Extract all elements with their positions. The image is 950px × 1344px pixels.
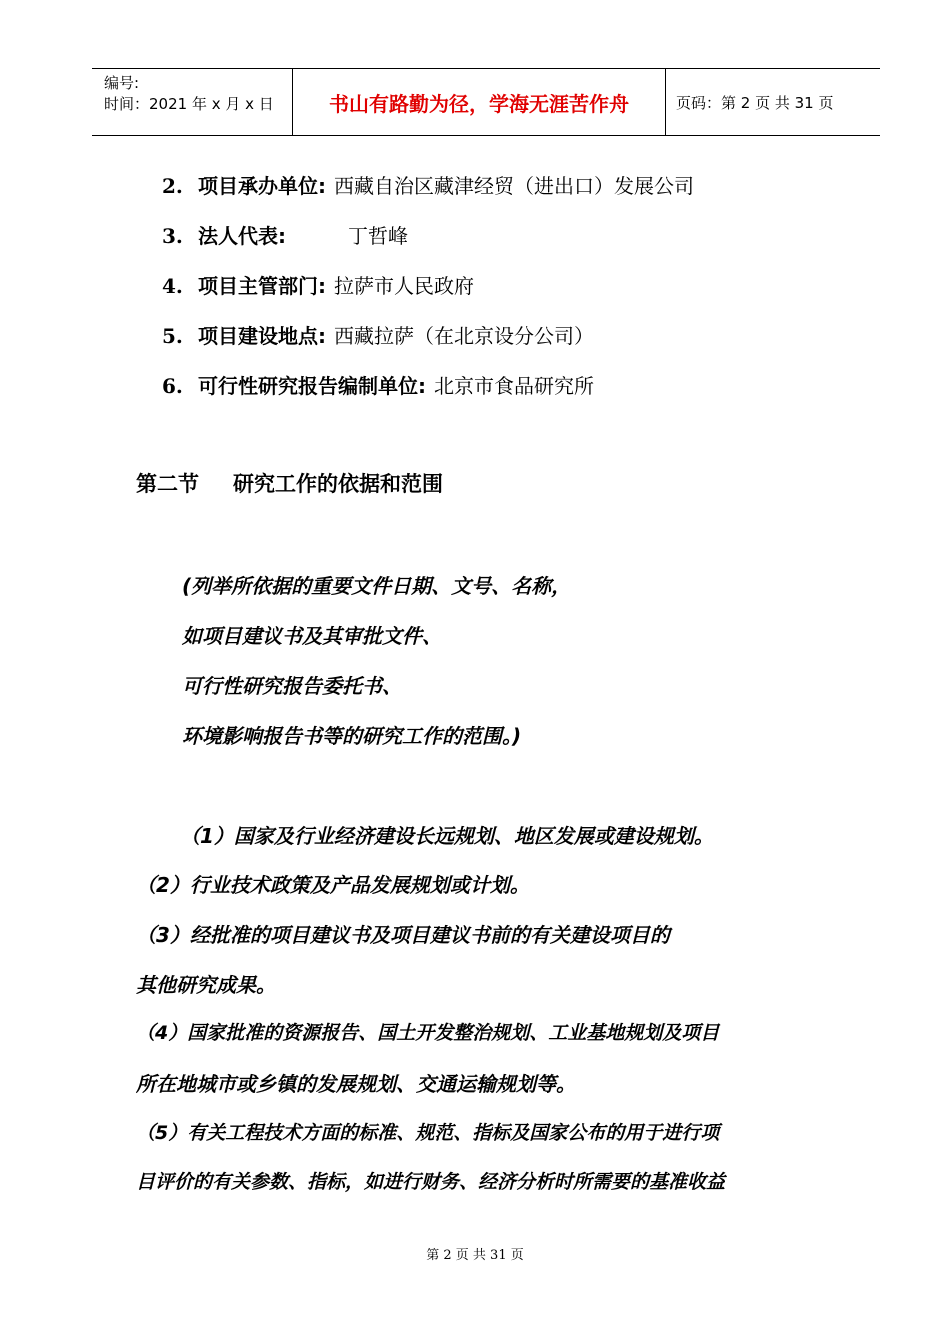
- item-value: 丁哲峰: [348, 224, 408, 248]
- page-header: [92, 68, 880, 136]
- item-number: 2.: [162, 174, 183, 198]
- header-meta: [92, 69, 293, 135]
- basis-line: 其他研究成果。: [136, 973, 276, 997]
- basis-line: （2）行业技术政策及产品发展规划或计划。: [136, 873, 530, 897]
- info-item: [162, 170, 694, 199]
- item-label: 可行性研究报告编制单位:: [198, 374, 426, 398]
- basis-line: （5）有关工程技术方面的标准、规范、指标及国家公布的用于进行项: [136, 1122, 720, 1144]
- section-number: 第二节: [136, 472, 199, 496]
- info-item: [162, 270, 474, 299]
- note-line: 如项目建议书及其审批文件、: [182, 624, 442, 648]
- page-footer: 第 2 页 共 31 页: [426, 1248, 524, 1263]
- info-item: [162, 320, 594, 349]
- item-value: 西藏自治区藏津经贸（进出口）发展公司: [334, 174, 694, 198]
- header-page-info: 页码：第 2 页 共 31 页: [676, 93, 834, 112]
- note-line: (列举所依据的重要文件日期、文号、名称，: [182, 574, 572, 598]
- item-number: 6.: [162, 374, 183, 398]
- basis-line: （4）国家批准的资源报告、国土开发整治规划、工业基地规划及项目: [136, 1022, 720, 1044]
- section-heading: [136, 468, 443, 498]
- item-value: 西藏拉萨（在北京设分公司）: [334, 324, 594, 348]
- item-label: 法人代表:: [198, 224, 286, 248]
- note-line: 环境影响报告书等的研究工作的范围。): [182, 724, 522, 748]
- basis-line: （3）经批准的项目建议书及项目建议书前的有关建设项目的: [136, 923, 670, 947]
- time-label: 时间：2021 年 x 月 x 日: [104, 95, 274, 113]
- item-label: 项目主管部门:: [198, 274, 326, 298]
- note-line: 可行性研究报告委托书、: [182, 674, 402, 698]
- basis-line: 目评价的有关参数、指标，如进行财务、经济分析时所需要的基准收益: [136, 1171, 726, 1193]
- item-number: 5.: [162, 324, 183, 348]
- info-item: [162, 220, 408, 249]
- item-value: 北京市食品研究所: [434, 374, 594, 398]
- code-label: 编号:: [104, 74, 140, 92]
- item-number: 4.: [162, 274, 183, 298]
- item-number: 3.: [162, 224, 183, 248]
- basis-line: （1）国家及行业经济建设长远规划、地区发展或建设规划。: [180, 824, 714, 848]
- item-label: 项目建设地点:: [198, 324, 326, 348]
- item-value: 拉萨市人民政府: [334, 274, 474, 298]
- info-item: [162, 370, 594, 399]
- item-label: 项目承办单位:: [198, 174, 326, 198]
- section-title: 研究工作的依据和范围: [233, 472, 443, 496]
- basis-line: 所在地城市或乡镇的发展规划、交通运输规划等。: [136, 1072, 576, 1096]
- header-motto: 书山有路勤为径，学海无涯苦作舟: [293, 69, 666, 135]
